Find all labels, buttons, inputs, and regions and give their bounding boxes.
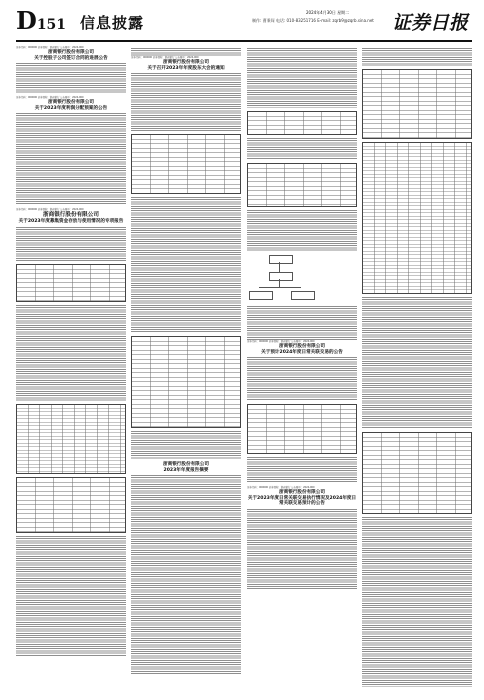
body-text: [16, 63, 126, 93]
body-text: [16, 536, 126, 656]
announcement: [247, 340, 357, 483]
body-text: [131, 475, 241, 675]
diagram-box: [269, 272, 293, 281]
issue-date: 2024年4月30日 星期二: [306, 10, 350, 15]
diagram-box: [249, 291, 273, 300]
body-text: [16, 305, 126, 401]
announcement-title: 浙商银行股份有限公司: [279, 344, 325, 349]
body-text: [247, 509, 357, 589]
announcement-subtitle: 关于2023年度日常关联交易执行情况及2024年度日常关联交易预计的公告: [247, 495, 357, 507]
column-1: [16, 46, 126, 694]
body-text: [247, 357, 357, 401]
announcement-subtitle: 2023年年度报告摘要: [163, 467, 209, 473]
announcement: [131, 56, 241, 459]
diagram-box: [291, 291, 315, 300]
body-text: [362, 517, 472, 687]
announcement-subtitle: 关于控股子公司签订合同的进展公告: [34, 55, 108, 61]
announcement-meta: 证券代码：000000 证券简称：浙商银行 公告编号：2024-000: [16, 46, 84, 49]
announcement-title: 浙商银行股份有限公司: [163, 60, 209, 65]
body-text: [247, 457, 357, 483]
data-table: [16, 264, 126, 302]
announcement-title: 浙商银行股份有限公司: [163, 462, 209, 468]
announcement: [16, 208, 126, 655]
announcement-subtitle: 关于2023年度募集资金存放与使用情况的专项报告: [18, 219, 124, 225]
announcement: [16, 96, 126, 205]
data-table: [362, 432, 472, 514]
masthead-rule: [16, 40, 472, 42]
body-text: [247, 48, 357, 108]
column-4: [362, 46, 472, 694]
data-table: [247, 111, 357, 135]
body-text: [16, 113, 126, 205]
data-table: [247, 163, 357, 207]
body-text: [131, 48, 241, 56]
page-num: 151: [36, 17, 67, 33]
data-table: [247, 404, 357, 454]
data-table: [16, 404, 126, 474]
newspaper-logo: 证券日报: [391, 12, 468, 34]
data-table: [362, 69, 472, 139]
data-table: [131, 134, 241, 194]
page-number: [16, 8, 66, 38]
body-text: [131, 197, 241, 333]
body-text: [131, 73, 241, 131]
data-table: [16, 477, 126, 533]
announcement-meta: 证券代码：000000 证券简称：浙商银行 公告编号：2024-000: [247, 486, 315, 490]
data-table: [362, 142, 472, 294]
announcement-title: 浙商银行股份有限公司: [279, 490, 325, 496]
announcement-meta: 证券代码：000000 证券简称：浙商银行 公告编号：2024-000: [131, 56, 199, 59]
page-letter: D: [16, 6, 37, 35]
body-text: [247, 138, 357, 160]
section-title: 信息披露: [80, 14, 145, 32]
diagram-line: [279, 279, 280, 287]
contact-line: 制作: 曹秉琛 电话: 010-83251716 E-mail: zqrb9@zqrb.sina.net: [252, 18, 374, 23]
announcement-title: 浙商银行股份有限公司: [43, 212, 99, 219]
announcement-subtitle: 关于2023年度利润分配预案的公告: [34, 105, 108, 111]
announcement-title: 浙商银行股份有限公司: [48, 100, 94, 106]
body-text: [362, 48, 472, 66]
diagram-line: [279, 262, 280, 272]
diagram-line: [259, 287, 301, 288]
masthead: [16, 8, 472, 38]
announcement-subtitle: 关于预计2024年度日常关联交易的公告: [261, 349, 343, 355]
body-text: [247, 306, 357, 340]
diagram-box: [269, 255, 293, 264]
announcement-subtitle: 关于召开2023年年度股东大会的通知: [147, 65, 225, 71]
body-text: [16, 227, 126, 261]
body-text: [131, 431, 241, 459]
data-table: [131, 336, 241, 428]
announcement: [16, 46, 126, 93]
body-text: [247, 210, 357, 252]
structure-diagram: [247, 255, 357, 303]
announcement: [131, 462, 241, 675]
announcement-title: 浙商银行股份有限公司: [48, 50, 94, 55]
announcement-meta: 证券代码：000000 证券简称：浙商银行 公告编号：2024-000: [16, 96, 84, 100]
announcement-meta: 证券代码：000000 证券简称：浙商银行 公告编号：2024-000: [247, 340, 315, 343]
body-text: [362, 297, 472, 429]
column-2: [131, 46, 241, 694]
column-3: [247, 46, 357, 694]
announcement-meta: 证券代码：000000 证券简称：浙商银行 公告编号：2024-000: [16, 208, 84, 212]
announcement: [247, 486, 357, 589]
